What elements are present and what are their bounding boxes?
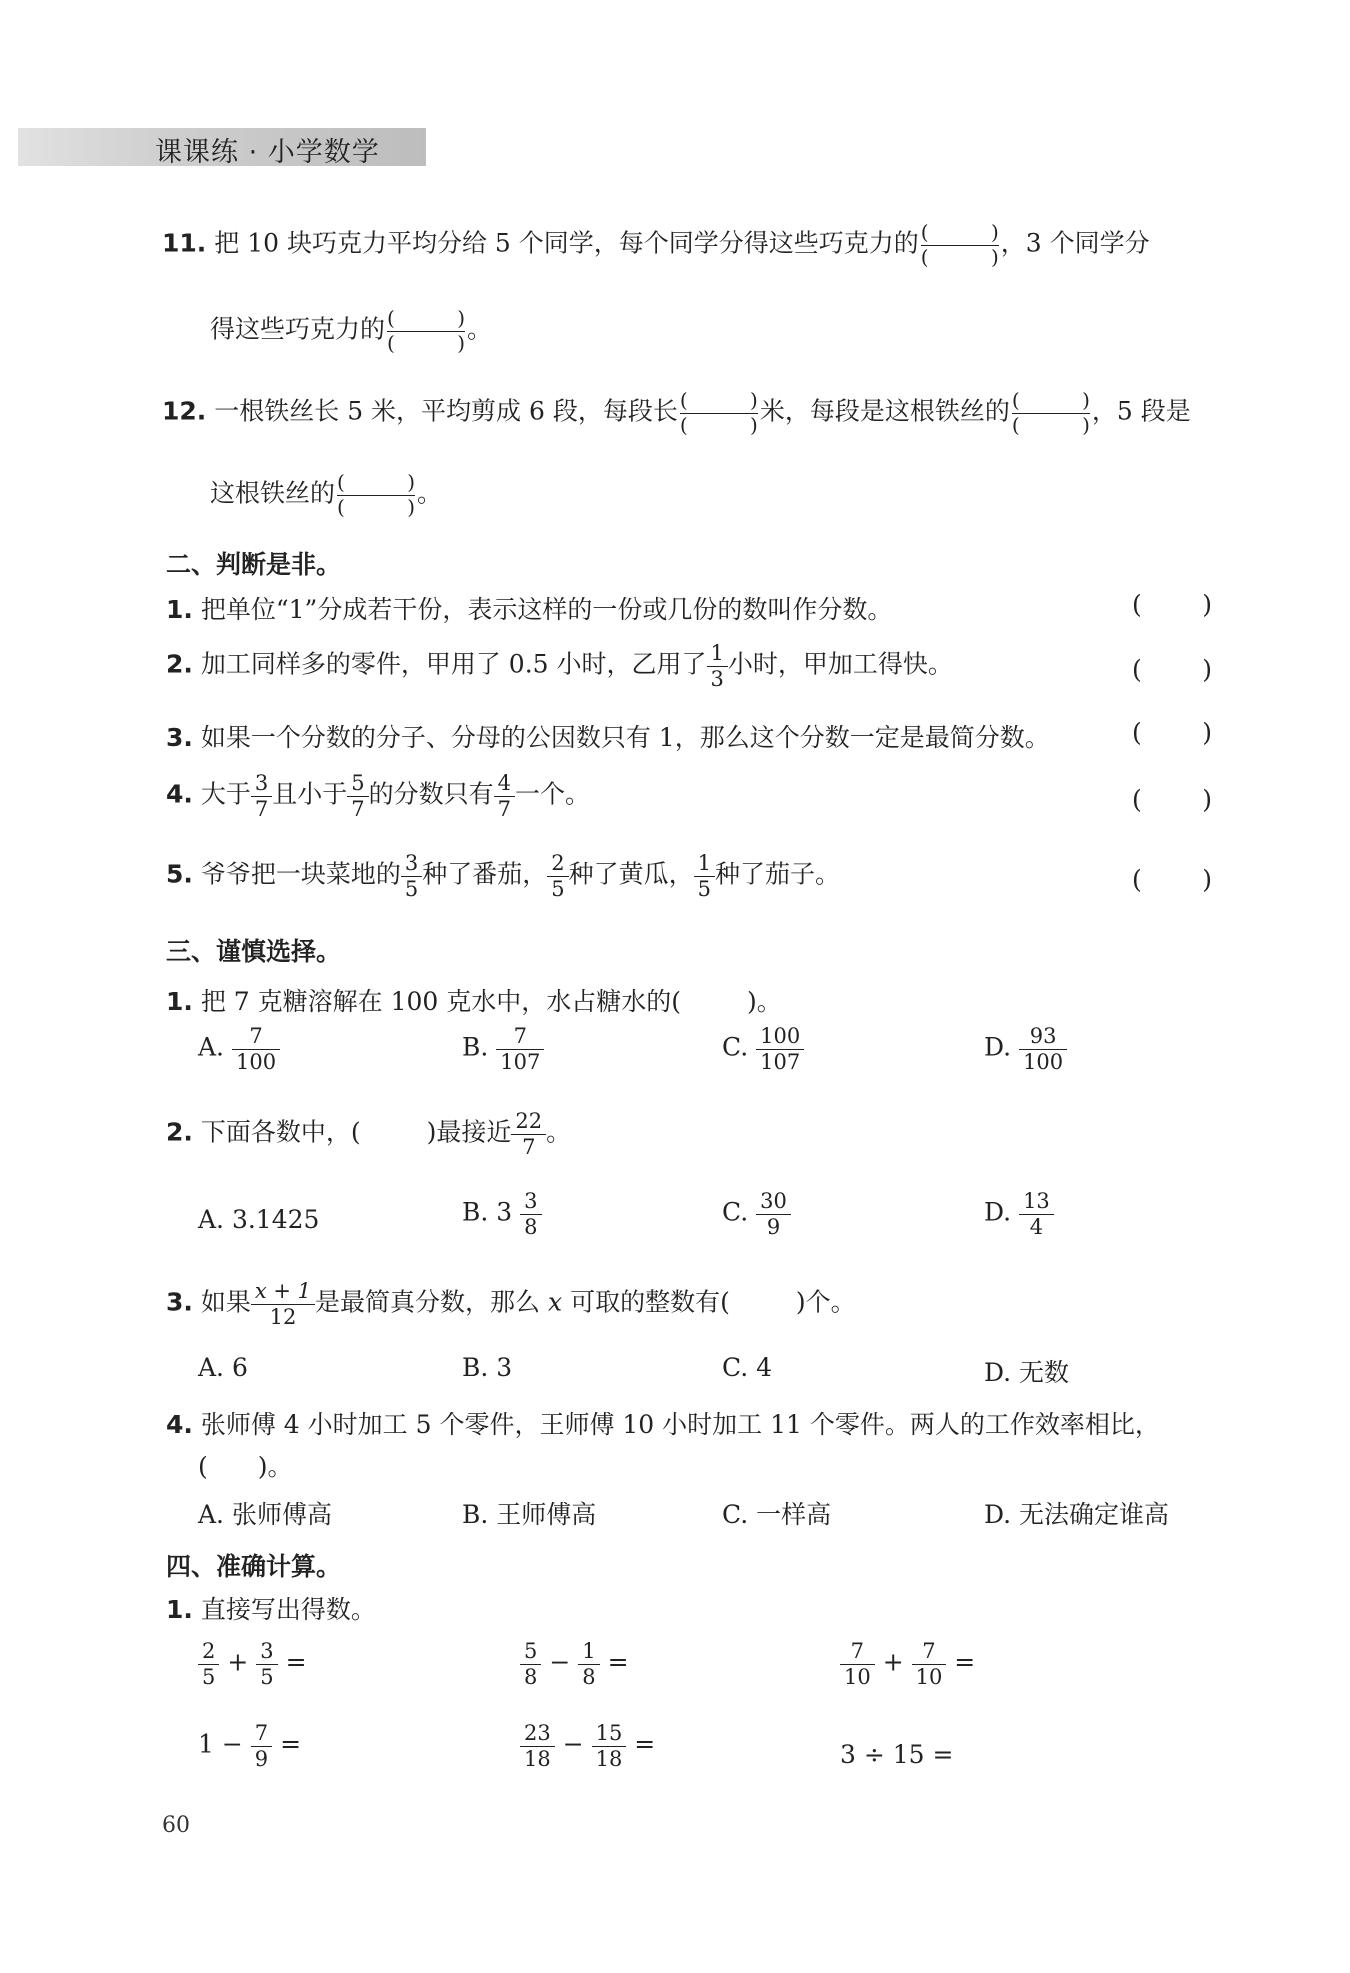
option-a[interactable]: A. 6 [198, 1353, 248, 1382]
question-number: 11. [162, 228, 207, 258]
option-d[interactable]: D. $\frac{93}{100}$ [984, 1025, 1067, 1073]
expression: $\frac{2}{5}$ + $\frac{3}{5}$ = [198, 1640, 307, 1688]
question-number: 2. [166, 1117, 193, 1147]
question-number: 12. [162, 396, 207, 426]
question-number: 1. [166, 1595, 193, 1624]
fraction: $\frac{1}{3}$ [709, 642, 726, 690]
question-text: 这根铁丝的 [210, 478, 336, 508]
option-b[interactable]: B. 王师傅高 [462, 1500, 597, 1529]
fraction-blank: ( ) ( ) [920, 220, 999, 269]
fraction: $\frac{5}{7}$ [349, 772, 366, 820]
question-12-line2 [210, 472, 442, 518]
fraction-blank: ( ) ( ) [679, 388, 758, 437]
option-c[interactable]: C. $\frac{100}{107}$ [722, 1025, 804, 1073]
question-text: 小时，甲加工得快。 [727, 649, 953, 679]
fraction-blank: ( ) ( ) [387, 306, 466, 355]
question-11-line1 [162, 222, 1150, 268]
fraction: $\frac{3}{5}$ [403, 852, 420, 900]
option-d[interactable]: D. $\frac{13}{4}$ [984, 1190, 1054, 1238]
option-c[interactable]: C. 4 [722, 1353, 773, 1382]
question-text: 种了茄子。 [715, 859, 841, 889]
answer-parentheses[interactable]: ( ) [1132, 590, 1212, 619]
question-11-line2 [210, 308, 492, 354]
option-b[interactable]: B. 3 [462, 1353, 513, 1382]
question-text: 把 7 克糖溶解在 100 克水中，水占糖水的( [200, 987, 682, 1016]
option-c[interactable]: C. 一样高 [722, 1500, 832, 1529]
question-number: 4. [166, 779, 193, 809]
option-d[interactable]: D. 无法确定谁高 [984, 1500, 1170, 1529]
question-text: 。 [417, 478, 443, 508]
question-text: 加工同样多的零件，甲用了 0.5 小时，乙用了 [200, 649, 707, 679]
option-a[interactable]: A. $\frac{7}{100}$ [198, 1025, 280, 1073]
question-text: ，3 个同学分 [1000, 228, 1150, 258]
section-title-choice: 三、谨慎选择。 [166, 937, 342, 966]
question-text: 一个。 [515, 779, 591, 809]
question-text: 种了番茄， [422, 859, 548, 889]
judge-question-4 [166, 772, 590, 820]
question-number: 3. [166, 1287, 193, 1317]
judge-question-5 [166, 852, 840, 900]
question-text: )。 [747, 987, 782, 1016]
question-number: 1. [166, 595, 193, 624]
question-text: 一根铁丝长 5 米，平均剪成 6 段，每段长 [214, 396, 678, 426]
judge-question-2 [166, 642, 953, 690]
calc-question-1 [166, 1590, 376, 1626]
fraction-blank: ( ) ( ) [1011, 388, 1090, 437]
expression: $\frac{5}{8}$ − $\frac{1}{8}$ = [520, 1640, 629, 1688]
question-text: 米，每段是这根铁丝的 [759, 396, 1010, 426]
variable: x [548, 1287, 563, 1317]
question-text: 种了黄瓜， [568, 859, 694, 889]
question-text: 得这些巧克力的 [210, 314, 386, 344]
fraction: $\frac{22}{7}$ [513, 1110, 544, 1158]
judge-question-1 [166, 590, 892, 626]
option-a[interactable]: A. 3.1425 [198, 1205, 320, 1234]
answer-parentheses[interactable]: ( ) [1132, 865, 1212, 894]
fraction: $\frac{2}{5}$ [549, 852, 566, 900]
question-text: 且小于 [272, 779, 348, 809]
question-text: 爷爷把一块菜地的 [200, 859, 401, 889]
option-a[interactable]: A. 张师傅高 [198, 1500, 332, 1529]
answer-parentheses[interactable]: ( ) [1132, 785, 1212, 814]
question-text: 是最简真分数，那么 [315, 1287, 541, 1317]
question-text: )个。 [795, 1287, 856, 1317]
fraction: $\frac{1}{5}$ [696, 852, 713, 900]
fraction: $\frac{x + 1}{12}$ [253, 1280, 313, 1328]
question-text: 的分数只有 [368, 779, 494, 809]
choice-question-4 [166, 1405, 1160, 1441]
question-text: 张师傅 4 小时加工 5 个零件，王师傅 10 小时加工 11 个零件。两人的工作效率相比， [200, 1410, 1160, 1439]
fraction: $\frac{3}{7}$ [253, 772, 270, 820]
fraction: $\frac{4}{7}$ [496, 772, 513, 820]
question-text: 。 [546, 1117, 572, 1147]
choice-question-1 [166, 982, 782, 1018]
expression: $\frac{7}{10}$ + $\frac{7}{10}$ = [840, 1640, 975, 1688]
question-text: ，5 段是 [1091, 396, 1191, 426]
fraction-blank: ( ) ( ) [337, 470, 416, 519]
section-title-judge: 二、判断是非。 [166, 550, 342, 579]
section-title-calc: 四、准确计算。 [166, 1552, 342, 1581]
header-title: 课课练 · 小学数学 [155, 137, 380, 168]
question-text: )最接近 [426, 1117, 512, 1147]
question-text: 下面各数中，( [200, 1117, 361, 1147]
page-number: 60 [162, 1813, 190, 1838]
question-text: 把 10 块巧克力平均分给 5 个同学，每个同学分得这些巧克力的 [214, 228, 919, 258]
question-number: 1. [166, 987, 193, 1016]
answer-parentheses[interactable]: ( ) [1132, 655, 1212, 684]
choice-question-2 [166, 1110, 571, 1158]
option-b[interactable]: B. 3 $\frac{3}{8}$ [462, 1190, 542, 1238]
expression: 3 ÷ 15 = [840, 1740, 954, 1769]
question-text: 直接写出得数。 [200, 1595, 376, 1624]
choice-question-3 [166, 1280, 856, 1328]
question-text: 。 [467, 314, 493, 344]
question-number: 3. [166, 723, 193, 752]
question-text: 大于 [200, 779, 251, 809]
option-d[interactable]: D. 无数 [984, 1358, 1070, 1387]
question-text: 如果 [200, 1287, 251, 1317]
question-text: 如果一个分数的分子、分母的公因数只有 1，那么这个分数一定是最简分数。 [200, 723, 1050, 752]
question-number: 4. [166, 1410, 193, 1439]
question-text: 可取的整数有( [570, 1287, 730, 1317]
choice-question-4-line2: ( )。 [198, 1452, 293, 1481]
expression: 1 − $\frac{7}{9}$ = [198, 1721, 302, 1772]
judge-question-3 [166, 718, 1050, 754]
question-number: 2. [166, 649, 193, 679]
question-12-line1 [162, 390, 1191, 436]
option-b[interactable]: B. $\frac{7}{107}$ [462, 1025, 544, 1073]
option-c[interactable]: C. $\frac{30}{9}$ [722, 1190, 791, 1238]
answer-parentheses[interactable]: ( ) [1132, 718, 1212, 747]
expression: $\frac{23}{18}$ − $\frac{15}{18}$ = [520, 1722, 655, 1770]
question-number: 5. [166, 859, 193, 889]
question-text: 把单位“1”分成若干份，表示这样的一份或几份的数叫作分数。 [200, 595, 893, 624]
